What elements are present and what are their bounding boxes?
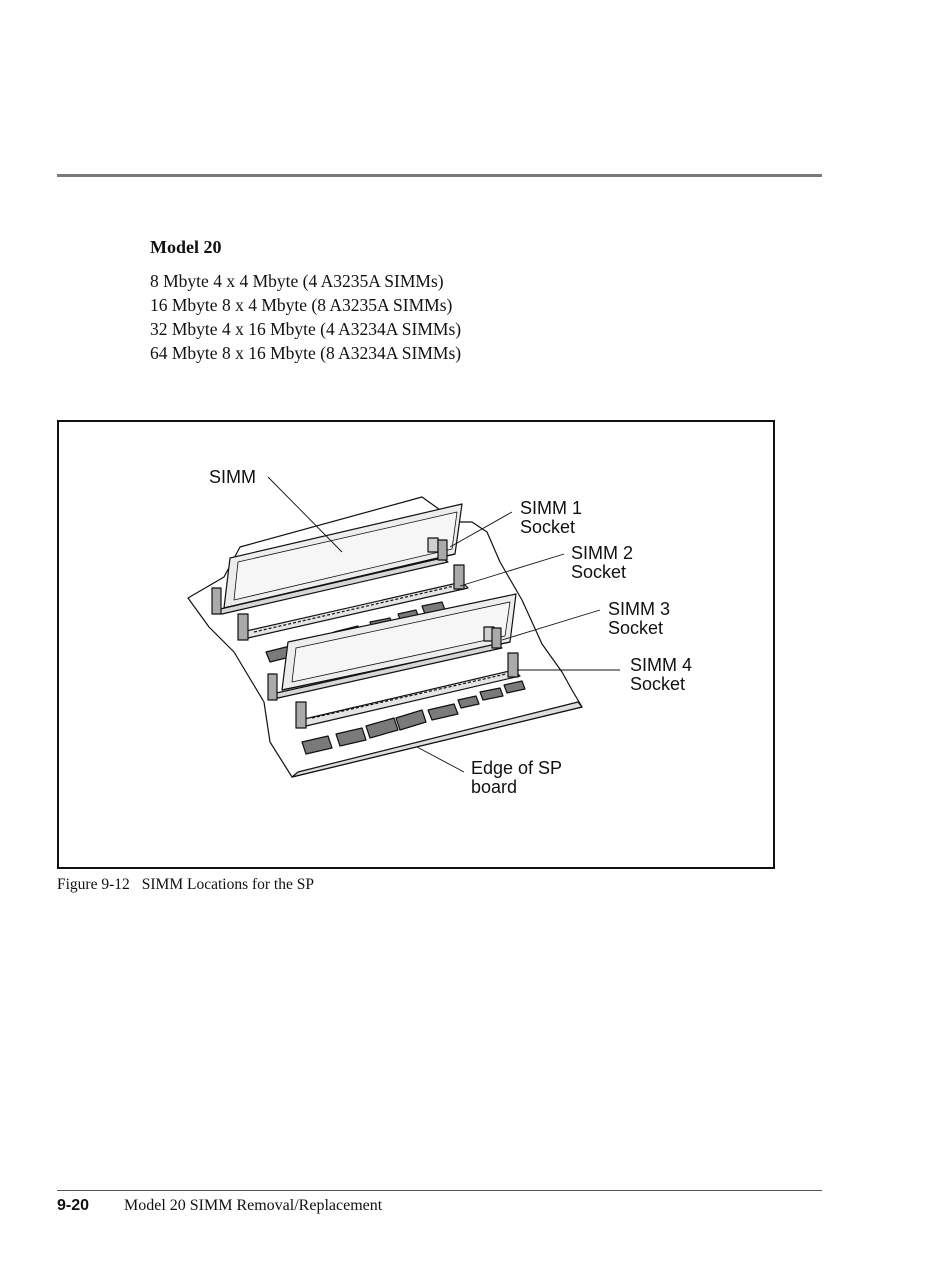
figure-number: Figure 9-12 [57, 876, 130, 893]
config-line: 16 Mbyte 8 x 4 Mbyte (8 A3235A SIMMs) [150, 295, 453, 315]
header-rule [57, 174, 822, 177]
footer-rule [57, 1190, 822, 1191]
config-line: 32 Mbyte 4 x 16 Mbyte (4 A3234A SIMMs) [150, 319, 462, 339]
simm-locations-illustration [59, 422, 773, 867]
figure-frame [57, 420, 775, 869]
callout-line: SIMM 1 [520, 498, 583, 518]
callout-simm-2-socket [571, 544, 633, 582]
callout-line: SIMM 2 [571, 543, 634, 563]
running-footer-title: Model 20 SIMM Removal/Replacement [124, 1197, 383, 1214]
callout-simm-4-socket [630, 656, 692, 694]
callout-line: Socket [571, 562, 627, 582]
callout-simm [209, 468, 256, 487]
config-line: 8 Mbyte 4 x 4 Mbyte (4 A3235A SIMMs) [150, 271, 444, 291]
callout-edge-of-sp-board [471, 759, 562, 797]
callout-line: Edge of SP [471, 758, 563, 778]
callout-line: Socket [608, 618, 664, 638]
config-line: 64 Mbyte 8 x 16 Mbyte (8 A3234A SIMMs) [150, 343, 462, 363]
section-heading: Model 20 [150, 237, 222, 257]
memory-configuration-list [150, 269, 461, 365]
callout-line: Socket [630, 674, 686, 694]
callout-line: SIMM 4 [630, 655, 693, 675]
callout-simm-1-socket [520, 499, 582, 537]
figure-caption [57, 876, 314, 894]
callout-simm-3-socket [608, 600, 670, 638]
callout-line: Socket [520, 517, 576, 537]
callout-simm-label: SIMM [209, 467, 256, 487]
figure-title: SIMM Locations for the SP [141, 876, 314, 893]
page-number: 9-20 [57, 1197, 90, 1214]
callout-line: board [471, 777, 518, 797]
callout-line: SIMM 3 [608, 599, 671, 619]
